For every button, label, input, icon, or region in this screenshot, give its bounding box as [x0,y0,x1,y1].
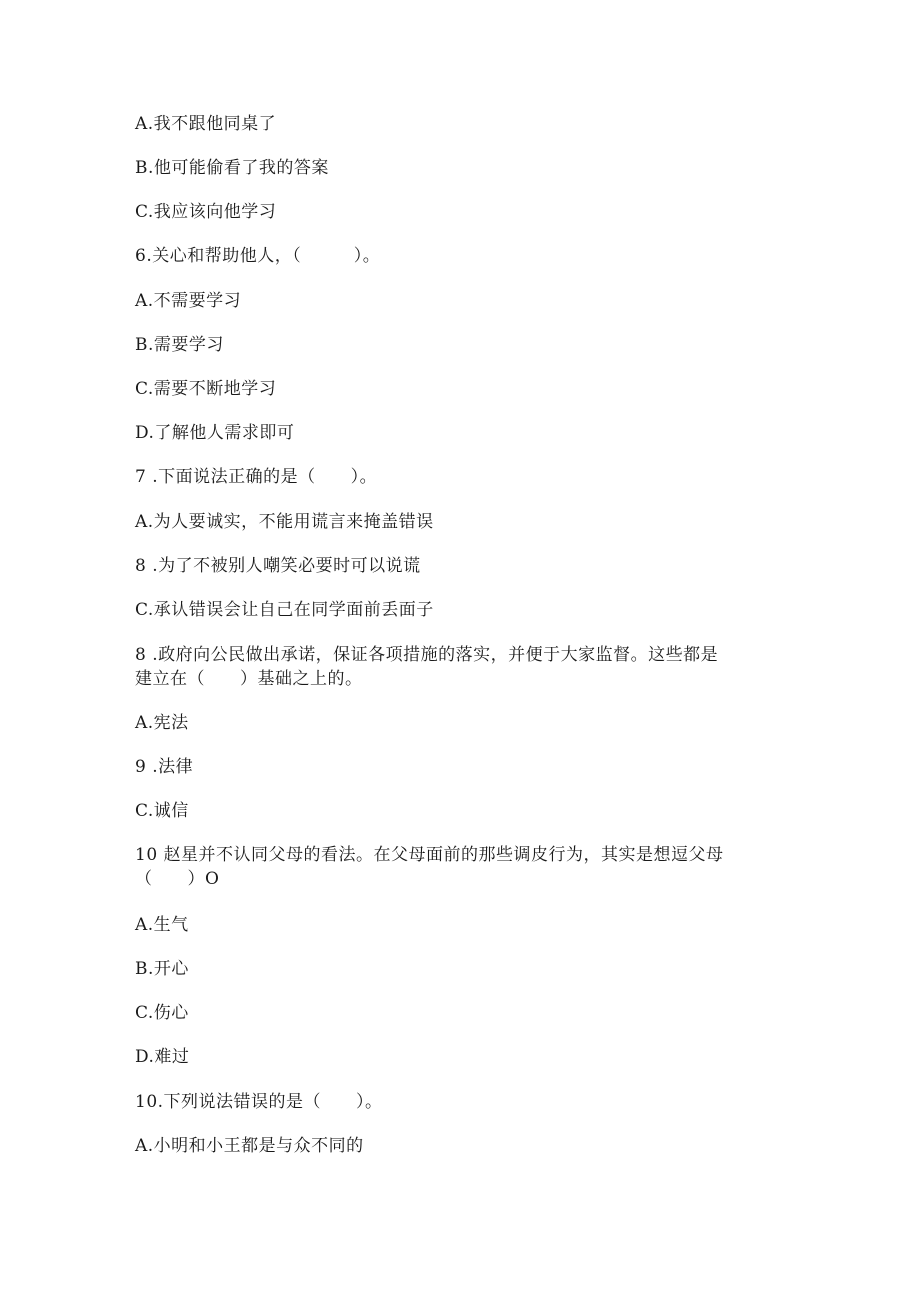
question-10: 10.下列说法错误的是（ ）。 [135,1092,383,1112]
question-6-option-d: D.了解他人需求即可 [135,423,295,443]
question-8-option-b: 9 .法律 [135,757,194,777]
question-8-line-1: 8 .政府向公民做出承诺，保证各项措施的落实，并便于大家监督。这些都是 [135,645,719,665]
option-c-learn-from-him: C.我应该向他学习 [135,202,277,222]
question-8-option-a: A.宪法 [135,713,189,733]
option-b-peeked-answers: B.他可能偷看了我的答案 [135,158,329,178]
question-8-line-2: 建立在（ ）基础之上的。 [135,669,363,689]
question-10-option-a: A.小明和小王都是与众不同的 [135,1136,364,1156]
question-6-option-c: C.需要不断地学习 [135,379,277,399]
question-7-option-c: C.承认错误会让自己在同学面前丢面子 [135,600,434,620]
question-7-option-a: A.为人要诚实，不能用谎言来掩盖错误 [135,512,434,532]
question-9-line-1: 10 赵星并不认同父母的看法。在父母面前的那些调皮行为，其实是想逗父母 [135,845,724,865]
question-6-option-a: A.不需要学习 [135,291,242,311]
question-6: 6.关心和帮助他人，（ ）。 [135,246,381,266]
option-a-not-desk-mate: A.我不跟他同桌了 [135,114,277,134]
question-7-option-b: 8 .为了不被别人嘲笑必要时可以说谎 [135,556,421,576]
question-8-option-c: C.诚信 [135,801,189,821]
question-9-option-d: D.难过 [135,1047,190,1067]
question-9-option-a: A.生气 [135,915,189,935]
question-9-option-b: B.开心 [135,959,189,979]
question-9-line-2: （ ）O [135,869,220,889]
question-9-option-c: C.伤心 [135,1003,189,1023]
question-6-option-b: B.需要学习 [135,335,224,355]
question-7: 7 .下面说法正确的是（ ）。 [135,467,378,487]
